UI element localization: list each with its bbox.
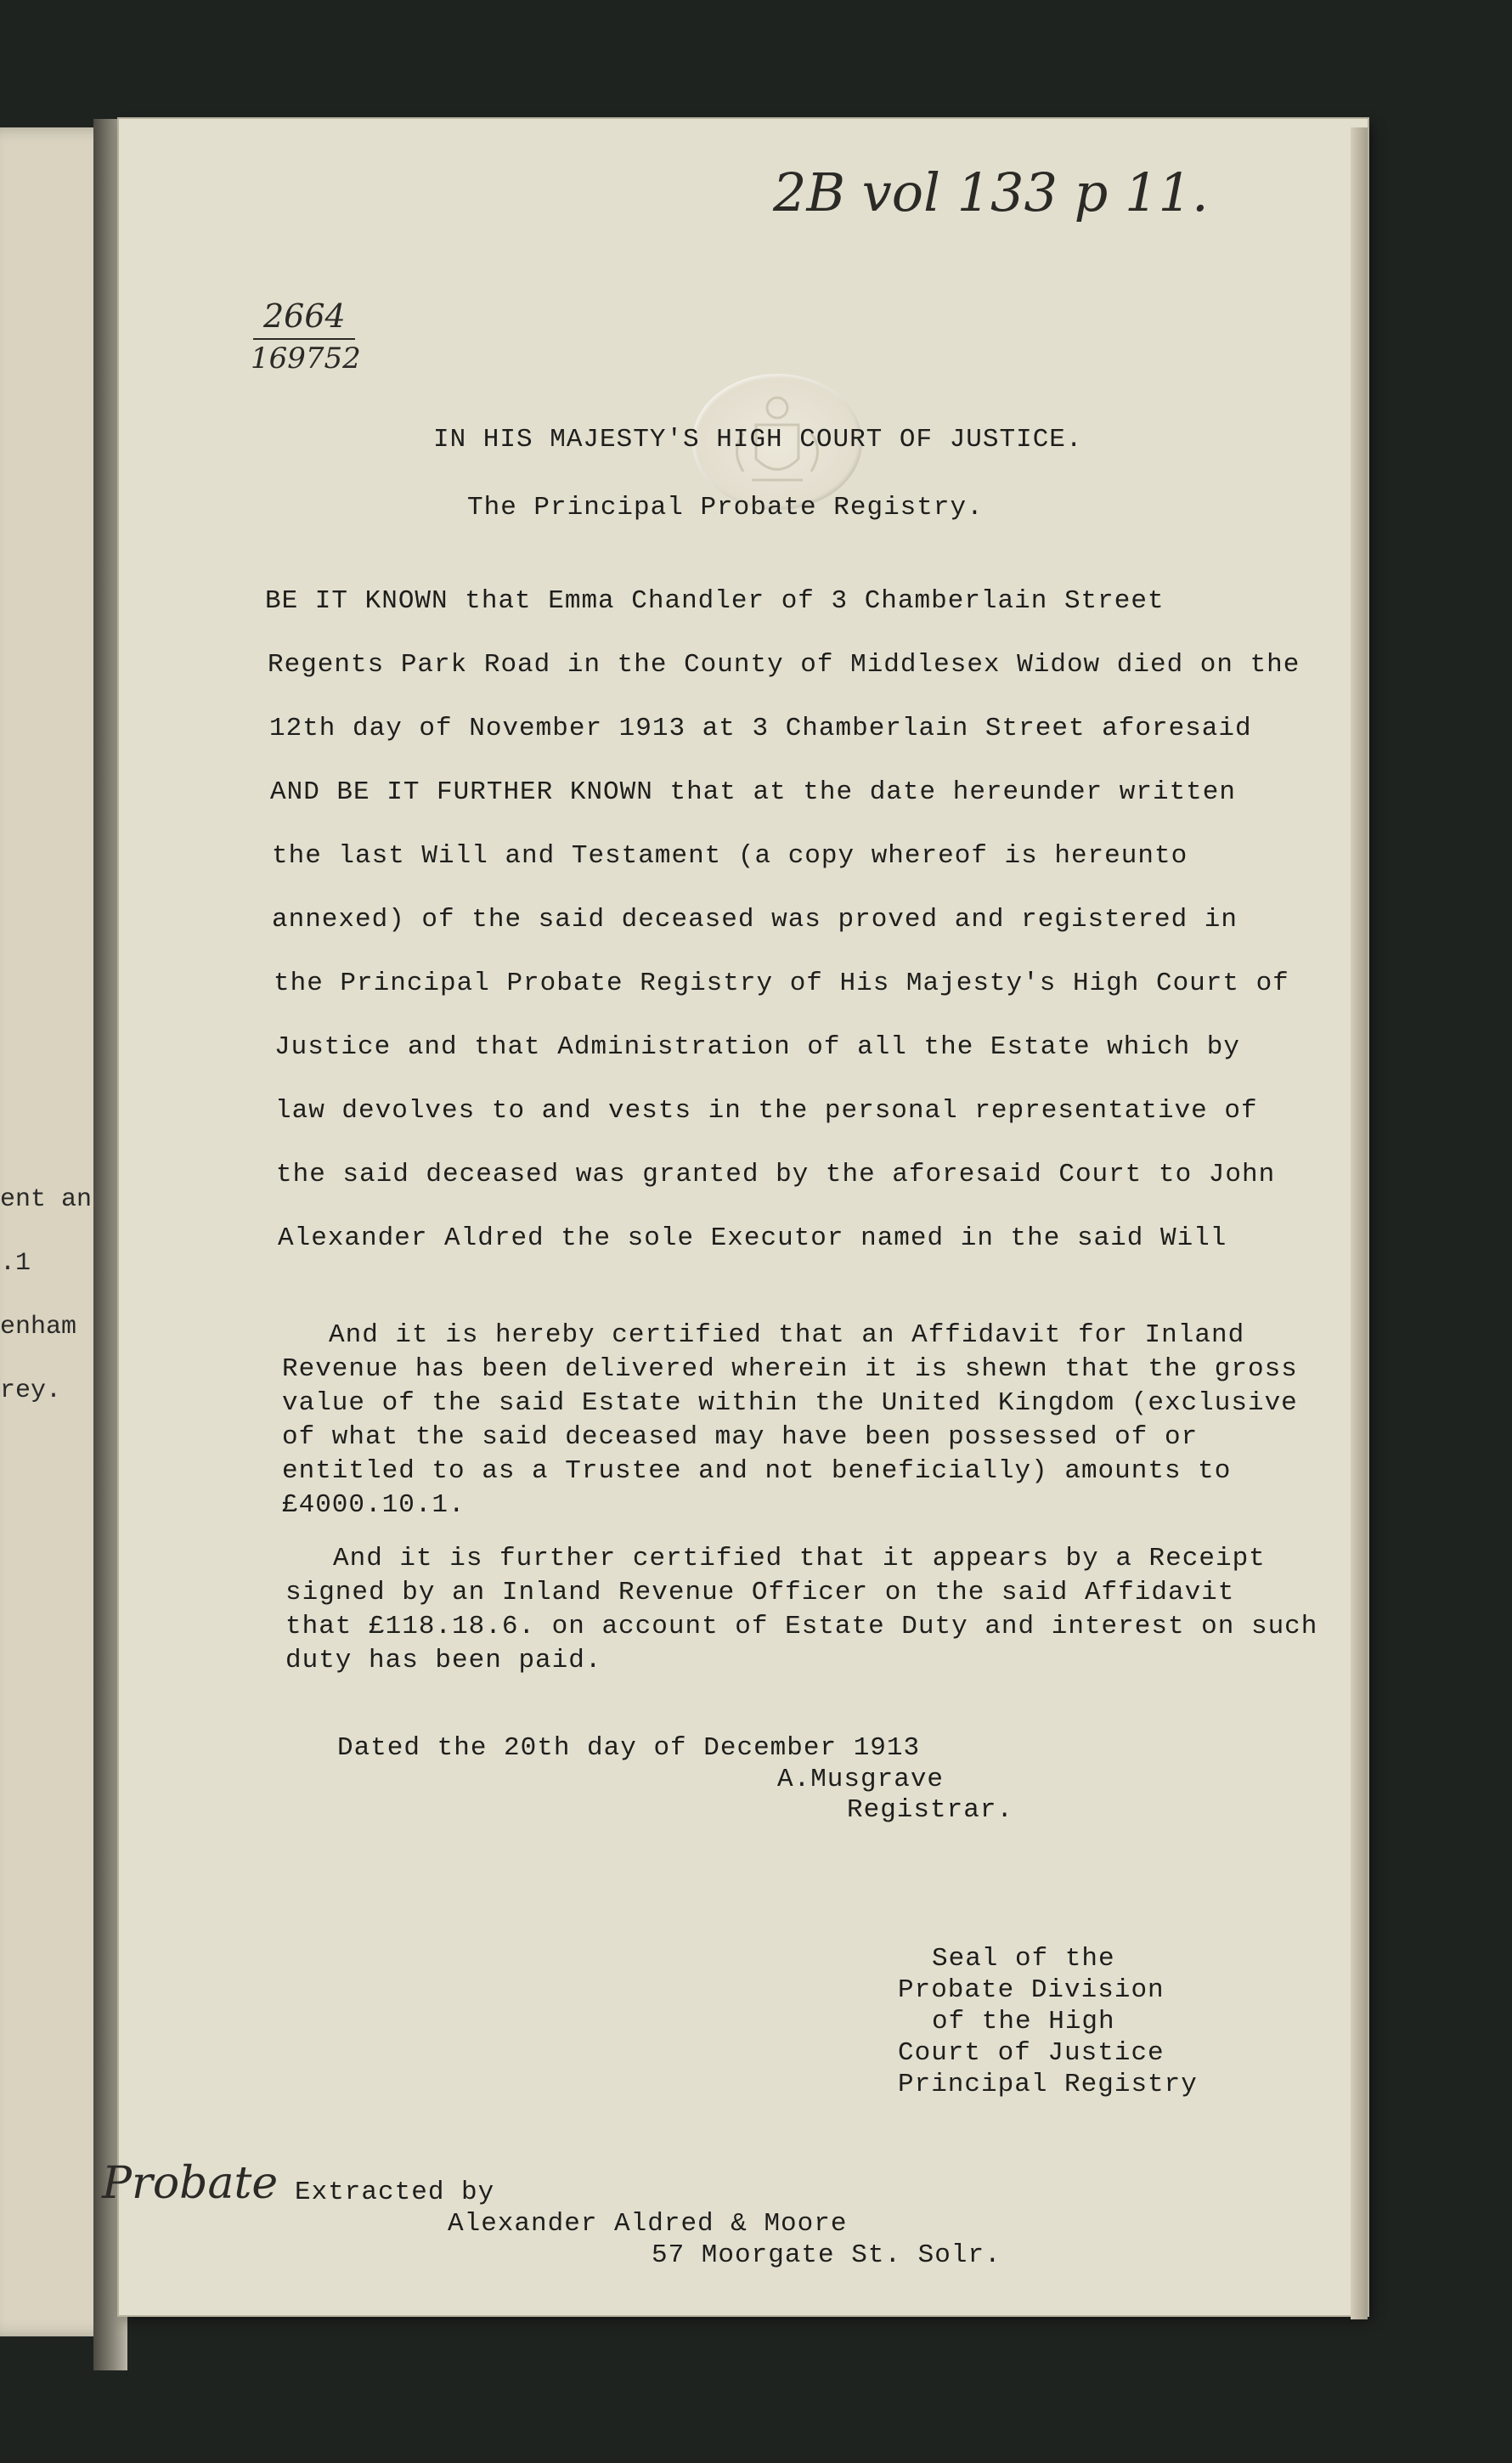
registry-heading: The Principal Probate Registry. xyxy=(467,493,984,523)
body-line: the Principal Probate Registry of His Majesty's High Court of xyxy=(274,969,1289,998)
extracted-firm: Alexander Aldred & Moore xyxy=(448,2209,848,2239)
body-line: Alexander Aldred the sole Executor named in the said Will xyxy=(278,1223,1227,1253)
body-line: BE IT KNOWN that Emma Chandler of 3 Chamberlain Street xyxy=(265,586,1165,616)
body-line: AND BE IT FURTHER KNOWN that at the date hereunder written xyxy=(270,777,1236,807)
handwritten-number: 2664 xyxy=(263,297,346,335)
body-line: the last Will and Testament (a copy whereof is hereunto xyxy=(272,841,1188,871)
body-line: annexed) of the said deceased was proved and registered in xyxy=(272,905,1238,935)
body-line: 12th day of November 1913 at 3 Chamberlain Street aforesaid xyxy=(269,714,1252,743)
affidavit-line: Revenue has been delivered wherein it is shewn that the gross xyxy=(282,1354,1298,1384)
left-page-fragment: rey. xyxy=(0,1376,62,1405)
receipt-line: duty has been paid. xyxy=(285,1646,602,1675)
registrar-title: Registrar. xyxy=(847,1795,1014,1825)
extracted-label: Extracted by xyxy=(295,2178,495,2207)
number-divider xyxy=(253,338,355,340)
body-line: Justice and that Administration of all the Estate which by xyxy=(274,1032,1240,1062)
body-line: law devolves to and vests in the personal representative of xyxy=(275,1096,1258,1126)
left-page-fragment: enham xyxy=(0,1313,77,1342)
seal-text-line: Principal Registry xyxy=(898,2070,1198,2099)
seal-text-line: Probate Division xyxy=(898,1975,1165,2005)
seal-text-line: of the High xyxy=(932,2007,1115,2036)
receipt-line: And it is further certified that it appears by a Receipt xyxy=(333,1544,1266,1573)
page-edge xyxy=(1351,127,1368,2319)
seal-text-line: Seal of the xyxy=(932,1944,1115,1974)
left-page-fragment: .1 xyxy=(0,1249,31,1278)
affidavit-amount: £4000.10.1. xyxy=(282,1490,465,1520)
extracted-address: 57 Moorgate St. Solr. xyxy=(652,2240,1001,2270)
receipt-line: signed by an Inland Revenue Officer on the said Affidavit xyxy=(285,1578,1235,1607)
handwritten-number: 169752 xyxy=(251,342,361,376)
affidavit-line: And it is hereby certified that an Affidavit for Inland xyxy=(329,1320,1245,1350)
seal-text-line: Court of Justice xyxy=(898,2038,1165,2068)
dated-line: Dated the 20th day of December 1913 xyxy=(337,1733,921,1763)
body-line: the said deceased was granted by the aforesaid Court to John xyxy=(276,1160,1276,1189)
registrar-name: A.Musgrave xyxy=(777,1765,945,1794)
handwritten-reference: 2B vol 133 p 11. xyxy=(773,161,1209,223)
left-page-fragment: ent an xyxy=(0,1185,93,1214)
court-heading: IN HIS MAJESTY'S HIGH COURT OF JUSTICE. xyxy=(433,425,1083,455)
affidavit-line: of what the said deceased may have been possessed of or xyxy=(282,1422,1199,1452)
document-page xyxy=(102,119,1368,2315)
body-line: Regents Park Road in the County of Middlesex Widow died on the xyxy=(268,650,1300,680)
handwritten-probate-mark: Probate xyxy=(102,2158,279,2209)
receipt-line: that £118.18.6. on account of Estate Duty and interest on such xyxy=(285,1612,1318,1641)
affidavit-line: value of the said Estate within the United Kingdom (exclusive xyxy=(282,1388,1298,1418)
affidavit-line: entitled to as a Trustee and not beneficially) amounts to xyxy=(282,1456,1232,1486)
